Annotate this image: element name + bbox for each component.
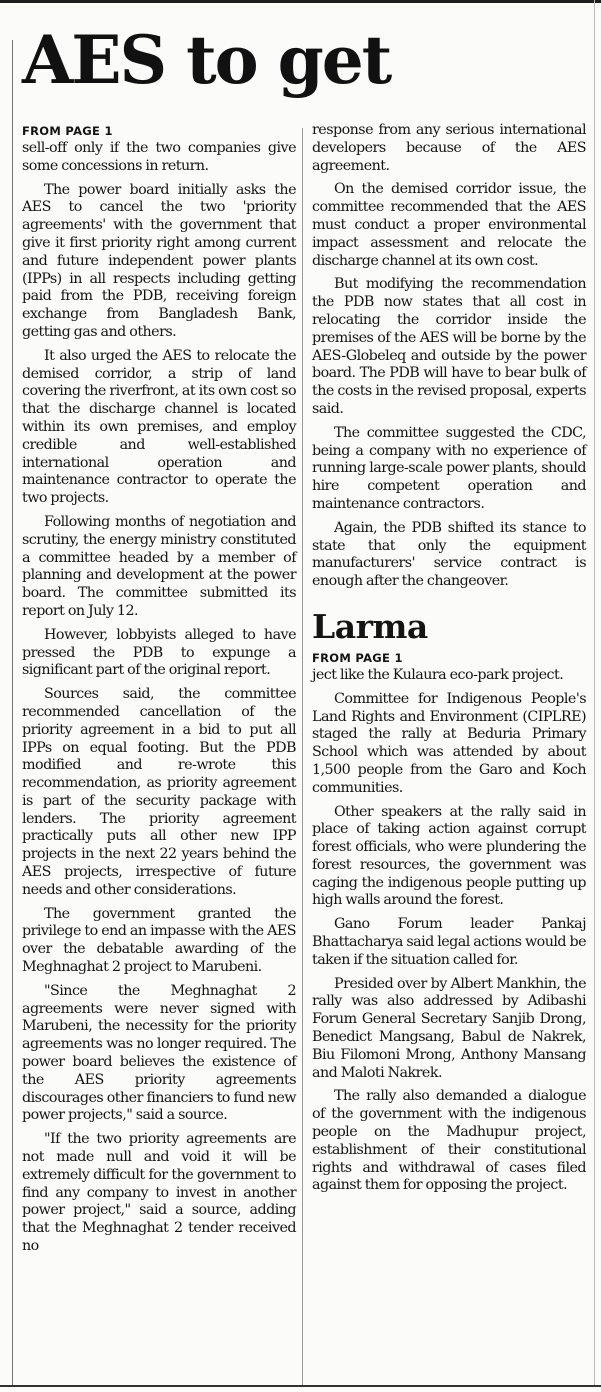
paragraph: The government granted the privilege to end an impasse with the AES over the debatable awarding of the Meghnaghat 2 project to Marubeni. (22, 905, 296, 976)
top-rule (0, 0, 601, 3)
left-column (22, 122, 296, 1262)
paragraph: The power board initially asks the AES to cancel the two 'priority agreements' with the government that give it first priority right among current and future independent power plants (IPPs) in all respects including getting paid from the PDB, receiving foreign exchange from Bangladesh Bank, getting gas and others. (22, 181, 296, 340)
bottom-rule (0, 1385, 601, 1387)
from-page-kicker-aes: FROM PAGE 1 (22, 124, 113, 138)
paragraph: sell-off only if the two companies give some concessions in return. (22, 140, 296, 174)
paragraph: "If the two priority agreements are not made null and void it will be extremely difficult for the government to find any company to invest in another power project," said a source, adding that the Meghnaghat 2 tender received no (22, 1131, 296, 1255)
headline-aes: AES to get (22, 21, 391, 99)
paragraph: ject like the Kulaura eco-park project. (312, 666, 564, 683)
paragraph: "Since the Meghnaghat 2 agreements were never signed with Marubeni, the necessity for the priority agreements was no longer required. The power board believes the existence of the AES priority agreements discourages other financiers to fund new power projects," said a source. (22, 982, 296, 1124)
column-separator (302, 128, 303, 1386)
from-page-kicker-larma: FROM PAGE 1 (312, 650, 403, 665)
paragraph: Committee for Indigenous People's Land Rights and Environment (CIPLRE) staged the rally at Beduria Primary School which was attended by about 1,500 people from the Garo and Koch communities. (312, 690, 586, 796)
right-column (312, 122, 586, 1201)
paragraph: response from any serious international developers because of the AES agreement. (312, 122, 586, 174)
paragraph: On the demised corridor issue, the committee recommended that the AES must conduct a proper environmental impact assessment and relocate the discharge channel at its own cost. (312, 181, 586, 269)
paragraph: It also urged the AES to relocate the demised corridor, a strip of land covering the riverfront, at its own cost so that the discharge channel is located within its own premises, and employ credible and well-established international operation and maintenance contractor to operate the two projects. (22, 347, 296, 507)
left-margin-rule (12, 40, 13, 1385)
paragraph: However, lobbyists alleged to have pressed the PDB to expunge a significant part of the original report. (22, 626, 296, 679)
paragraph: Presided over by Albert Mankhin, the rally was also addressed by Adibashi Forum General Secretary Sanjib Drong, Benedict Mangsang, Babul de Nakrek, Biu Filomoni Mrong, Anthony Mansang and Maloti Nakrek. (312, 975, 586, 1081)
paragraph: Again, the PDB shifted its stance to state that only the equipment manufacturers' service contract is enough after the changeover. (312, 519, 586, 590)
paragraph: Gano Forum leader Pankaj Bhattacharya said legal actions would be taken if the situation called for. (312, 916, 586, 968)
paragraph: Following months of negotiation and scrutiny, the energy ministry constituted a committee headed by a member of planning and development at the power board. The committee submitted its report on July 12. (22, 513, 296, 619)
paragraph: The committee suggested the CDC, being a company with no experience of running large-scale power plants, should hire competent operation and maintenance contractors. (312, 424, 586, 512)
paragraph: Sources said, the committee recommended cancellation of the priority agreement in a bid to put all IPPs on equal footing. But the PDB modified and re-wrote this recommendation, as priority agreement is part of the security package with lenders. The priority agreement practically puts all other new IPP projects in the next 22 years behind the AES projects, irrespective of future needs and other considerations. (22, 686, 296, 898)
headline-larma: Larma (312, 606, 428, 646)
paragraph: But modifying the recommendation the PDB now states that all cost in relocating the corridor inside the premises of the AES will be borne by the AES-Globeleq and outside by the power board. The PDB will have to bear bulk of the costs in the revised proposal, experts said. (312, 276, 586, 417)
paragraph: The rally also demanded a dialogue of the government with the indigenous people on the Madhupur project, establishment of their constitutional rights and withdrawal of cases filed against them for opposing the project. (312, 1088, 586, 1194)
right-edge-rule (594, 0, 595, 1385)
paragraph: Other speakers at the rally said in place of taking action against corrupt forest officials, who were plundering the forest resources, the government was caging the indigenous people putting up high walls around the forest. (312, 803, 586, 909)
